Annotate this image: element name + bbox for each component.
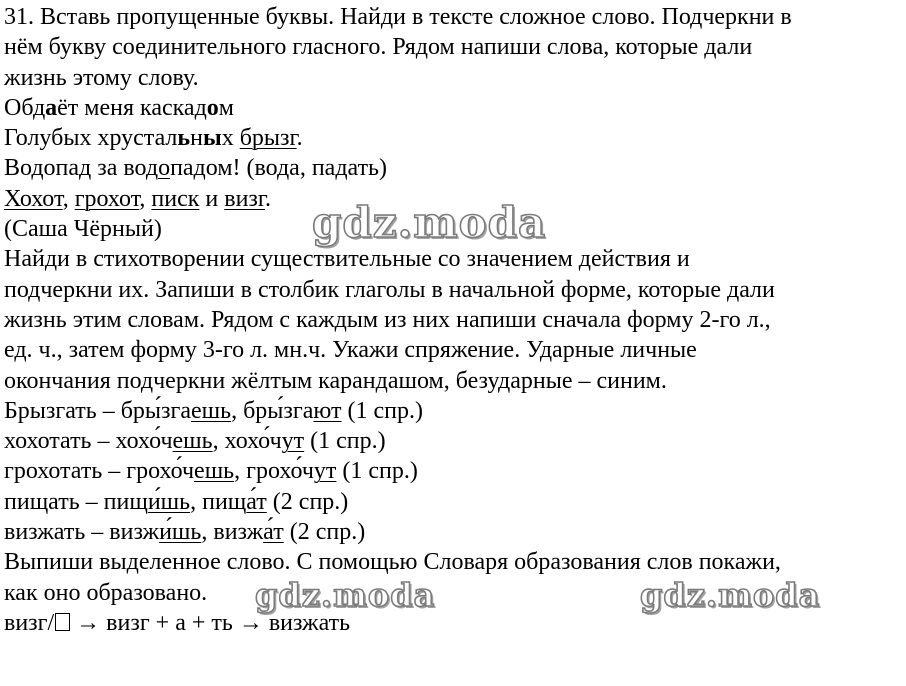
verb-text: (1 спр.)	[336, 458, 418, 485]
word-formation	[4, 608, 902, 638]
underlined-noun: брызг	[239, 125, 297, 152]
verb-text: визжать – визж	[4, 519, 160, 546]
inserted-letter: ь	[177, 125, 191, 152]
verb-text: Брызгать – бры́зга	[4, 397, 192, 424]
verb-line	[4, 517, 902, 547]
verb-line	[4, 456, 902, 486]
poem-line-2	[4, 123, 902, 153]
verb-ending: ешь	[172, 428, 213, 455]
verb-text: пищать – пищ	[4, 488, 148, 515]
poem-text: падом! (вода, падать)	[170, 155, 387, 182]
exercise-page	[4, 2, 902, 638]
poem-line-1	[4, 93, 902, 123]
verb-line	[4, 396, 902, 426]
verb-text: , хохо́ч	[212, 428, 282, 455]
task3-line-1: Выпиши выделенное слово. С помощью Словаря образования слов покажи,	[4, 549, 781, 576]
verb-ending: и́шь	[147, 488, 191, 515]
verb-ending: ют	[313, 397, 342, 424]
task2-line-2: подчеркни их. Запиши в столбик глаголы в начальной форме, которые дали	[4, 276, 775, 303]
connecting-vowel: о	[158, 155, 171, 182]
verb-text: , пищ	[190, 488, 247, 515]
verb-ending: ут	[313, 458, 337, 485]
suffix-box-symbol	[55, 613, 70, 631]
poem-text: Голубых хрустал	[4, 125, 178, 152]
poem-text: ,	[139, 185, 152, 212]
poem-author: (Саша Чёрный)	[4, 216, 162, 243]
poem-text: н	[190, 125, 203, 152]
verb-ending: ут	[281, 428, 305, 455]
watermark: gdz.moda	[255, 576, 436, 614]
verb-ending: а́т	[263, 519, 284, 546]
inserted-letter: о	[206, 94, 219, 121]
task2-line-3: жизнь этим словам. Рядом с каждым из них напиши сначала форму 2-го л.,	[4, 306, 771, 333]
underlined-noun: грохот	[74, 185, 140, 212]
task2-line-1: Найди в стихотворении существительные со значением действия и	[4, 246, 690, 273]
poem-text: ,	[62, 185, 75, 212]
task2-line-5: окончания подчеркни жёлтым карандашом, безударные – синим.	[4, 367, 667, 394]
verb-line	[4, 487, 902, 517]
poem-text: и	[199, 185, 225, 212]
poem-text: .	[265, 185, 272, 212]
verb-text: (2 спр.)	[283, 519, 366, 546]
verb-line	[4, 426, 902, 456]
verb-ending: и́шь	[159, 519, 202, 546]
verb-text: (1 спр.)	[341, 397, 423, 424]
task-line-1: 31. Вставь пропущенные буквы. Найди в тексте сложное слово. Подчеркни в	[4, 4, 792, 30]
inserted-letter: а	[45, 94, 58, 121]
poem-text: м	[218, 94, 234, 121]
formation-text: визг/	[4, 609, 55, 636]
task2-line-4: ед. ч., затем форму 3-го л. мн.ч. Укажи спряжение. Ударные личные	[4, 337, 697, 364]
task3-line-2: как оно образовано.	[4, 579, 208, 606]
poem-text: ёт меня каскад	[57, 94, 207, 121]
verb-text: , бры́зга	[231, 397, 314, 424]
poem-line-4	[4, 184, 902, 214]
watermark: gdz.moda	[312, 198, 547, 247]
poem-text: Обд	[4, 94, 46, 121]
task-line-2: нём букву соединительного гласного. Рядом напиши слова, которые дали	[4, 34, 753, 61]
poem-text: Водопад за вод	[4, 155, 159, 182]
verb-text: , грохо́ч	[234, 458, 314, 485]
underlined-noun: писк	[151, 185, 200, 212]
poem-text: .	[296, 125, 303, 152]
verb-text: грохотать – грохо́ч	[4, 458, 195, 485]
poem-text: х	[221, 125, 234, 152]
verb-text: (1 спр.)	[304, 428, 386, 455]
formation-text: → визг + а + ть → визжать	[70, 609, 351, 636]
verb-text: хохотать – хохо́ч	[4, 428, 173, 455]
verb-ending: ешь	[191, 397, 232, 424]
task-line-3: жизнь этому слову.	[4, 64, 199, 91]
verb-text: (2 спр.)	[266, 488, 349, 515]
poem-line-3	[4, 153, 902, 183]
verb-ending: а́т	[246, 488, 267, 515]
watermark: gdz.moda	[640, 576, 821, 614]
verb-ending: ешь	[194, 458, 235, 485]
verb-text: , визж	[201, 519, 264, 546]
underlined-noun: Хохот	[4, 185, 63, 212]
inserted-letter: ы	[202, 125, 222, 152]
underlined-noun: визг	[224, 185, 266, 212]
